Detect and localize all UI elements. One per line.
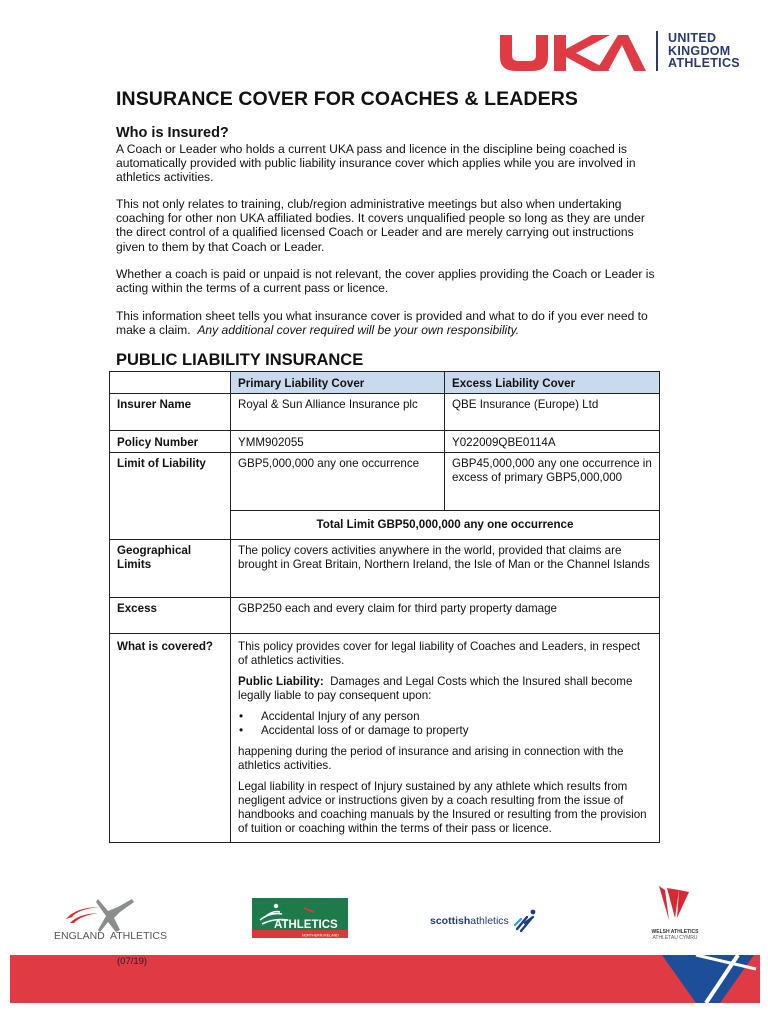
scottish-athletics-logo (430, 908, 560, 934)
logo-line-2: KINGDOM (668, 43, 731, 58)
cell-primary: YMM902055 (231, 431, 445, 453)
uka-logo (498, 28, 748, 74)
total-limit-cell: Total Limit GBP50,000,000 any one occurrence (231, 511, 660, 540)
coverage-bullets (238, 710, 652, 738)
welsh-athletics-v-icon (645, 884, 705, 924)
public-liability-text: Damages and Legal Costs which the Insured shall become legally liable to pay consequent upon: (238, 675, 633, 702)
athletics-label: ATHLETICS (110, 930, 167, 942)
section-heading-public-liability: PUBLIC LIABILITY INSURANCE (116, 351, 364, 369)
svg-text:ATHLETICS: ATHLETICS (274, 919, 338, 931)
england-label: ENGLAND (54, 930, 105, 942)
public-liability-label: Public Liability: (238, 675, 324, 688)
athletics-label: athletics (470, 915, 509, 927)
paragraph-4-text: This information sheet tells you what insurance cover is provided and what to do if you ever need to make a claim. (116, 309, 648, 338)
paragraph-3: Whether a coach is paid or unpaid is not relevant, the cover applies providing the Coach or Leader is acting within the terms of a current pass or licence. (116, 267, 655, 296)
table-row-geographical (110, 540, 660, 598)
cell-primary: GBP5,000,000 any one occurrence (231, 453, 445, 511)
list-item: • Accidental loss of or damage to property (238, 724, 652, 738)
cell-value (231, 634, 660, 843)
row-label: Limit of Liability (110, 453, 231, 540)
list-item: • Accidental Injury of any person (238, 710, 652, 724)
column-header-excess: Excess Liability Cover (445, 372, 660, 394)
table-row-what-covered (110, 634, 660, 843)
scottish-runner-icon (513, 909, 539, 933)
logo-line-3: ATHLETICS (668, 56, 740, 71)
cell-excess: QBE Insurance (Europe) Ltd (445, 394, 660, 431)
table-row-policy-number (110, 431, 660, 453)
scottish-label: scottish (430, 915, 471, 927)
table-row-insurer (110, 394, 660, 431)
logo-divider (656, 31, 658, 71)
row-label: Geographical Limits (110, 540, 231, 598)
document-date-code: (07/19) (117, 956, 148, 967)
table-row-limit (110, 453, 660, 511)
row-label: Excess (110, 598, 231, 634)
page-title: INSURANCE COVER FOR COACHES & LEADERS (116, 88, 578, 110)
paragraph-4 (116, 309, 656, 337)
cell-value: GBP250 each and every claim for third party property damage (231, 598, 660, 634)
svg-text:NORTHERN IRELAND: NORTHERN IRELAND (302, 933, 339, 938)
ni-runner-icon (252, 898, 348, 938)
public-liability-clause (238, 675, 652, 703)
uka-wordmark (668, 32, 740, 70)
row-label: Insurer Name (110, 394, 231, 431)
coverage-intro: This policy provides cover for legal liability of Coaches and Leaders, in respect of athletics activities. (238, 640, 641, 667)
paragraph-2: This not only relates to training, club/region administrative meetings but also when undertaking coaching for other non UKA affiliated bodies. It covers unqualified people so long as they are under the direct control of a qualified licensed Coach or Leader and are merely carrying out instructions given to them by that Coach or Leader. (116, 197, 645, 254)
table-row-excess (110, 598, 660, 634)
responsibility-note: Any additional cover required will be your own responsibility. (197, 323, 520, 338)
cell-value: The policy covers activities anywhere in the world, provided that claims are brought in Great Britain, Northern Ireland, the Isle of Man or the Channel Islands (231, 540, 660, 598)
column-header-primary: Primary Liability Cover (231, 372, 445, 394)
welsh-athletics-label: WELSH ATHLETICS (651, 929, 699, 935)
row-label: What is covered? (110, 634, 231, 843)
paragraph-1: A Coach or Leader who holds a current UKA pass and licence in the discipline being coached is automatically provided with public liability insurance cover which applies while you are involved in athletics activities. (116, 142, 636, 185)
welsh-athletics-logo (645, 884, 705, 940)
public-liability-table (109, 371, 660, 843)
cell-excess: Y022009QBE0114A (445, 431, 660, 453)
table-header-row (110, 372, 660, 394)
uka-logo-mark-icon (498, 31, 646, 71)
coverage-period: happening during the period of insurance and arising in connection with the athletics activities. (238, 745, 624, 772)
section-heading-who-insured: Who is Insured? (116, 125, 229, 141)
coverage-athlete-injury: Legal liability in respect of Injury sustained by any athlete which results from negligent advice or instructions given by a coach resulting from the issue of handbooks and coaching manuals by the Insured or resulting from the provision of tuition or coaching within the terms of their pass or licence. (238, 780, 647, 835)
athletics-northern-ireland-logo (252, 898, 348, 938)
athletau-cymru-label: ATHLETAU CYMRU (652, 935, 698, 941)
england-athletics-logo (52, 895, 177, 943)
header-empty-cell (110, 372, 231, 394)
cell-primary: Royal & Sun Alliance Insurance plc (231, 394, 445, 431)
england-athletics-emblem-icon (52, 895, 177, 943)
logo-line-1: UNITED (668, 31, 717, 46)
row-label: Policy Number (110, 431, 231, 453)
cell-excess: GBP45,000,000 any one occurrence in excess of primary GBP5,000,000 (445, 453, 660, 511)
